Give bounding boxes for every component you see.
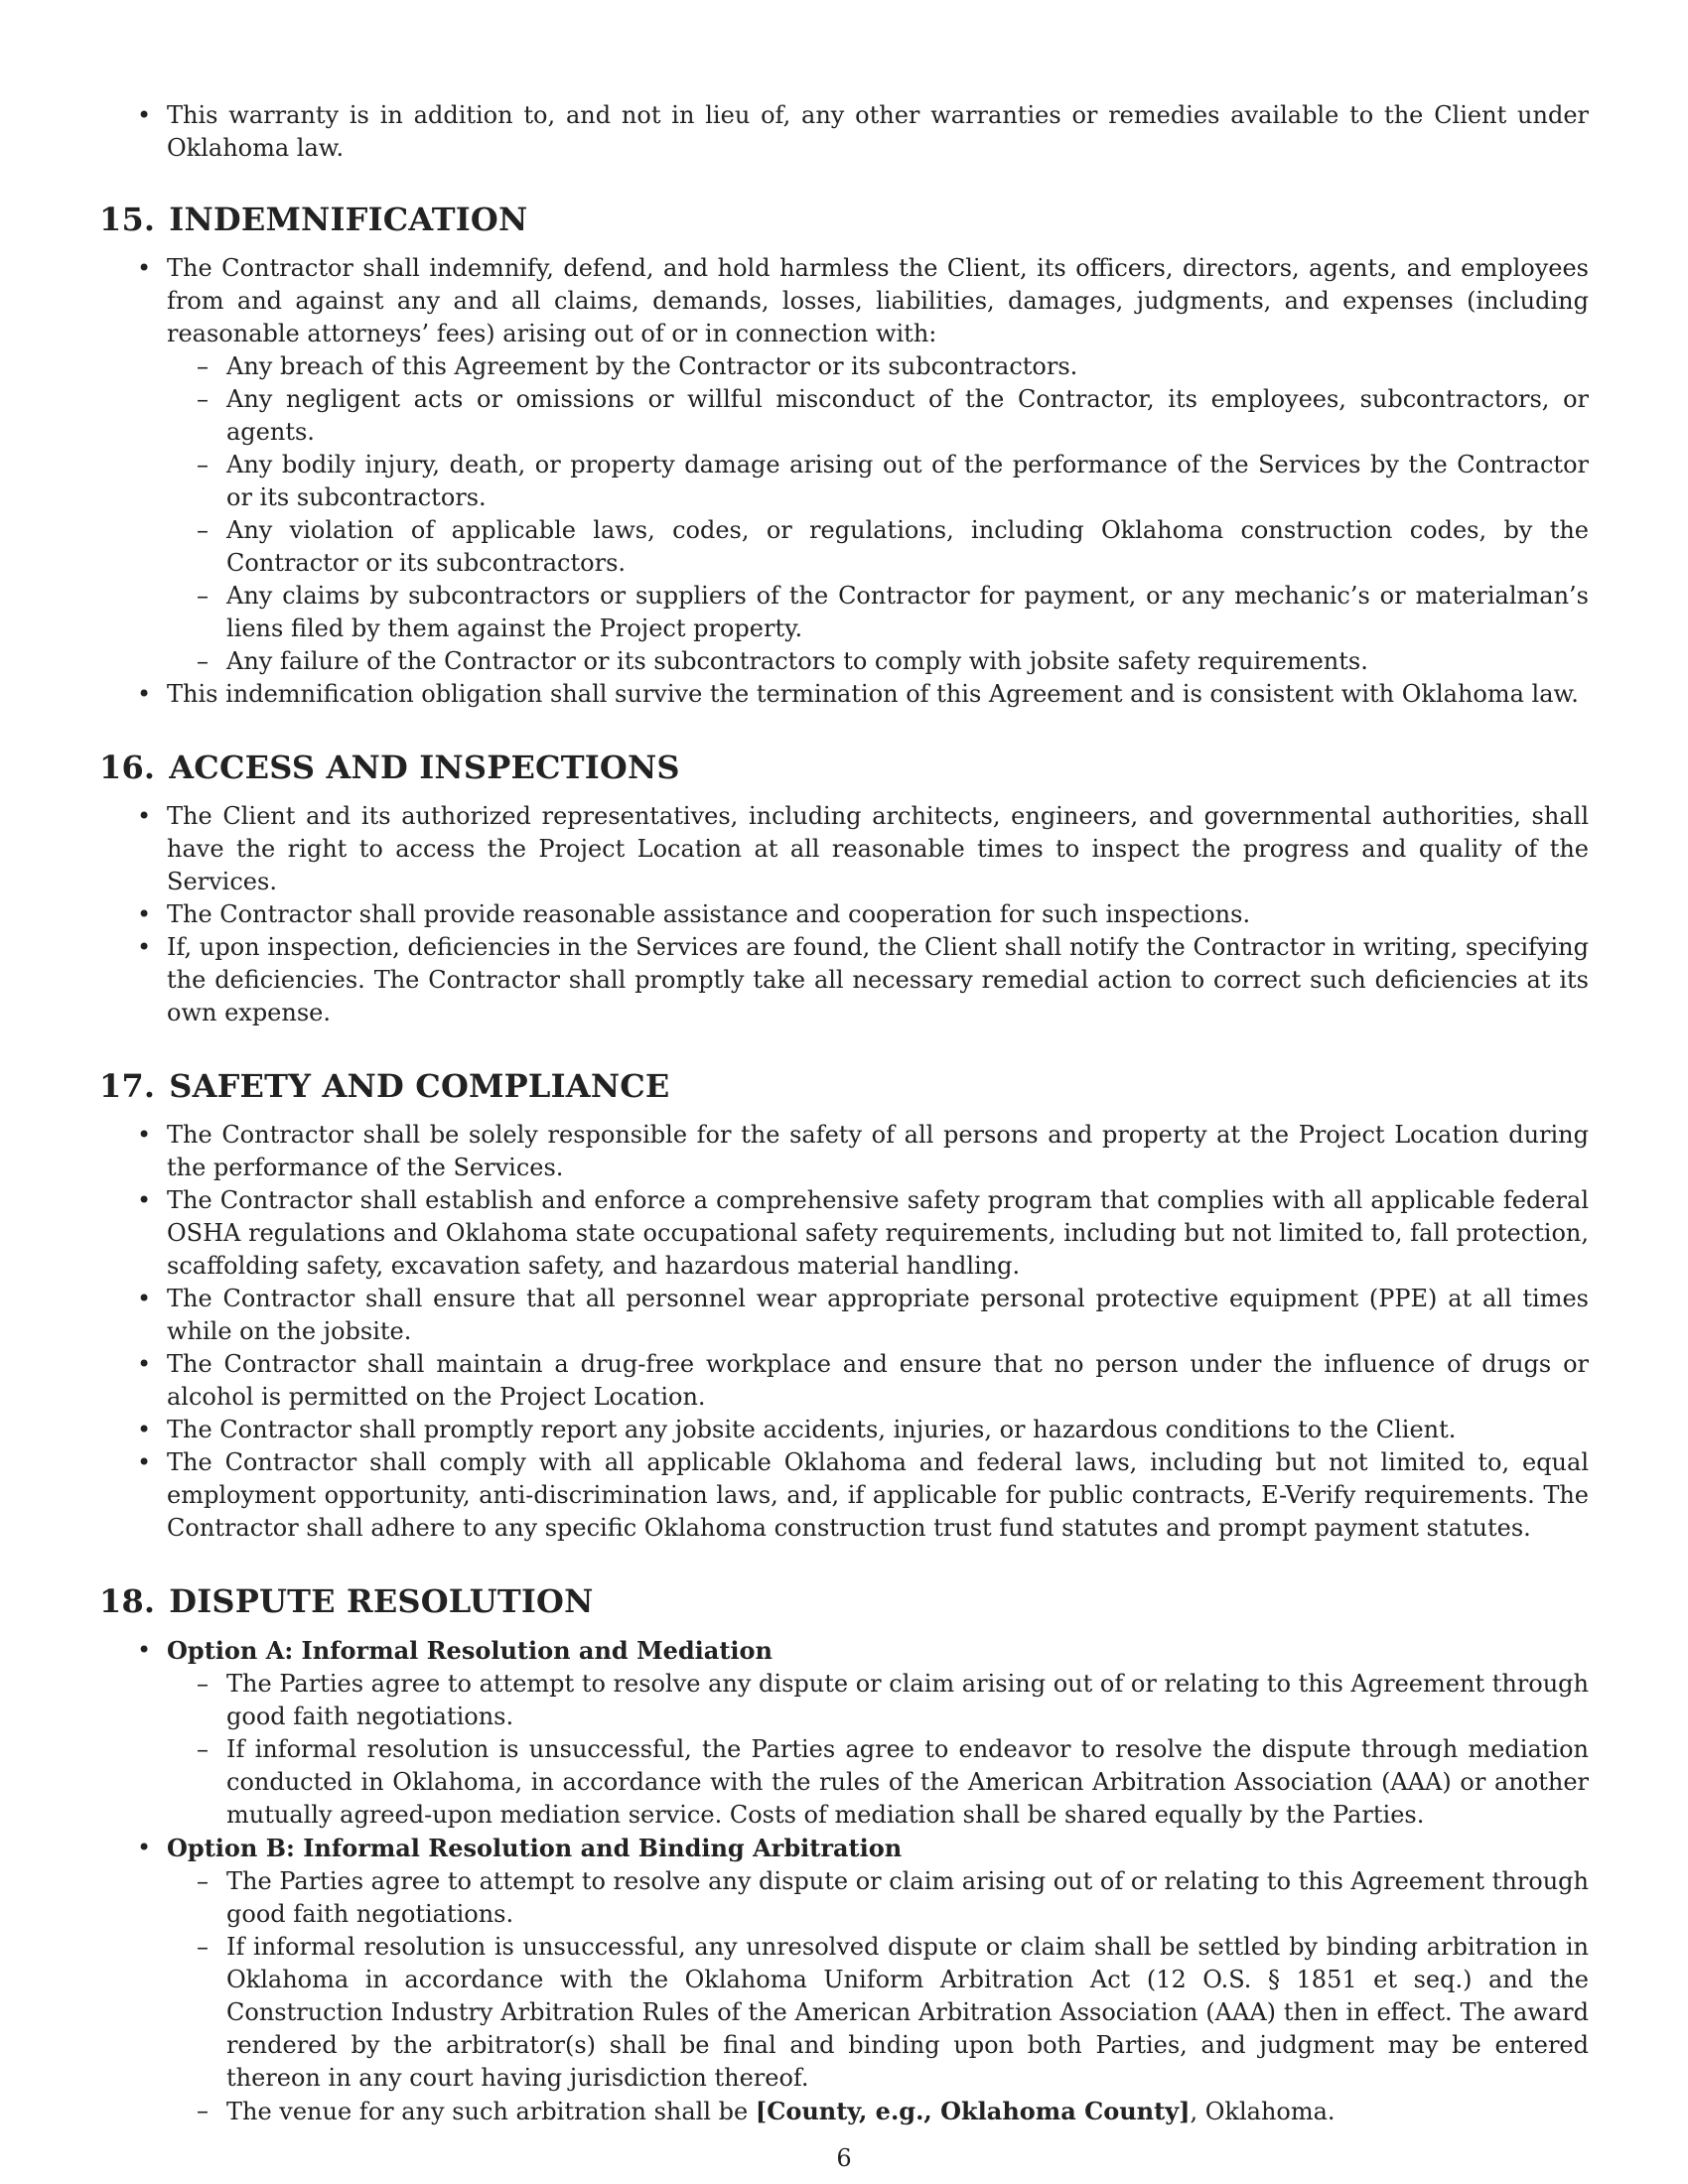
section-number: 15. <box>99 201 156 238</box>
venue-placeholder: [County, e.g., Oklahoma County] <box>755 2097 1191 2125</box>
section-title: DISPUTE RESOLUTION <box>169 1582 594 1620</box>
sub-list-item: – If informal resolution is unsuccessful, the Parties agree to endeavor to resolve the dispute through mediation conducted in Oklahoma, in accordance with the rules of the American Arbitration Association (AAA) or another mutually agreed-upon mediation service. Costs of mediation shall be shared equally by the Parties. <box>167 1733 1589 1832</box>
section-18-heading <box>99 1582 1589 1620</box>
document-page <box>99 99 1589 2128</box>
venue-suffix: , Oklahoma. <box>1190 2098 1336 2125</box>
list-item: • If, upon inspection, deficiencies in the Services are found, the Client shall notify the Contractor in writing, specifying the deficiencies. The Contractor shall promptly take all necessary remedial action to correct such deficiencies at its own expense. <box>99 931 1589 1029</box>
sub-list-item: – Any bodily injury, death, or property damage arising out of the performance of the Services by the Contractor or its subcontractors. <box>167 449 1589 514</box>
option-b-sublist <box>167 1865 1589 2128</box>
warranty-continuation-list <box>99 99 1589 165</box>
sub-list-item: – Any negligent acts or omissions or willful misconduct of the Contractor, its employees, subcontractors, or agents. <box>167 383 1589 449</box>
section-number: 17. <box>99 1067 156 1105</box>
section-15-heading <box>99 201 1589 238</box>
list-item: • The Client and its authorized representatives, including architects, engineers, and governmental authorities, shall have the right to access the Project Location at all reasonable times to inspect the progress and quality of the Services. <box>99 800 1589 898</box>
option-b-title: Option B: Informal Resolution and Binding Arbitration <box>167 1834 903 1862</box>
list-item <box>99 1832 1589 2128</box>
page-number: 6 <box>836 2144 852 2172</box>
sub-list-item-venue <box>167 2095 1589 2128</box>
section-title: INDEMNIFICATION <box>169 201 528 238</box>
list-item: • The Contractor shall establish and enforce a comprehensive safety program that complies with all applicable federal OSHA regulations and Oklahoma state occupational safety requirements, including but not limited to, fall protection, scaffolding safety, excavation safety, and hazardous material handling. <box>99 1184 1589 1283</box>
list-item <box>99 252 1589 678</box>
section-18-list <box>99 1634 1589 2128</box>
section-16-list <box>99 800 1589 1029</box>
sub-list-item: – If informal resolution is unsuccessful, any unresolved dispute or claim shall be settled by binding arbitration in Oklahoma in accordance with the Oklahoma Uniform Arbitration Act (12 O.S. § 1851 et seq.) and the Construction Industry Arbitration Rules of the American Arbitration Association (AAA) then in effect. The award rendered by the arbitrator(s) shall be final and binding upon both Parties, and judgment may be entered thereon in any court having jurisdiction thereof. <box>167 1931 1589 2095</box>
list-item: • This warranty is in addition to, and not in lieu of, any other warranties or remedies available to the Client under Oklahoma law. <box>99 99 1589 165</box>
list-item: • The Contractor shall be solely responsible for the safety of all persons and property at the Project Location during the performance of the Services. <box>99 1119 1589 1184</box>
section-17-heading <box>99 1067 1589 1105</box>
indemnification-sublist <box>167 350 1589 678</box>
section-16-heading <box>99 749 1589 786</box>
sub-list-item: – Any failure of the Contractor or its subcontractors to comply with jobsite safety requirements. <box>167 645 1589 678</box>
list-item: • The Contractor shall ensure that all personnel wear appropriate personal protective equipment (PPE) at all times while on the jobsite. <box>99 1283 1589 1348</box>
sub-list-item: – Any claims by subcontractors or suppliers of the Contractor for payment, or any mechanic’s or materialman’s liens filed by them against the Project property. <box>167 580 1589 645</box>
list-item-text: The Contractor shall indemnify, defend, and hold harmless the Client, its officers, directors, agents, and employees from and against any and all claims, demands, losses, liabilities, damages, judgments, and expenses (including reasonable attorneys’ fees) arising out of or in connection with: <box>167 254 1589 347</box>
option-a-sublist <box>167 1668 1589 1832</box>
list-item: • The Contractor shall promptly report any jobsite accidents, injuries, or hazardous conditions to the Client. <box>99 1414 1589 1446</box>
section-15-list <box>99 252 1589 711</box>
section-number: 16. <box>99 749 156 786</box>
venue-prefix: The venue for any such arbitration shall be <box>226 2098 756 2125</box>
section-number: 18. <box>99 1582 156 1620</box>
option-a-title: Option A: Informal Resolution and Mediation <box>167 1636 774 1665</box>
section-title: ACCESS AND INSPECTIONS <box>169 749 680 786</box>
list-item: • The Contractor shall comply with all applicable Oklahoma and federal laws, including but not limited to, equal employment opportunity, anti-discrimination laws, and, if applicable for public contracts, E-Verify requirements. The Contractor shall adhere to any specific Oklahoma construction trust fund statutes and prompt payment statutes. <box>99 1446 1589 1545</box>
sub-list-item: – Any violation of applicable laws, codes, or regulations, including Oklahoma construction codes, by the Contractor or its subcontractors. <box>167 514 1589 580</box>
sub-list-item: – The Parties agree to attempt to resolve any dispute or claim arising out of or relating to this Agreement through good faith negotiations. <box>167 1668 1589 1733</box>
list-item <box>99 1634 1589 1832</box>
sub-list-item: – Any breach of this Agreement by the Contractor or its subcontractors. <box>167 350 1589 383</box>
sub-list-item: – The Parties agree to attempt to resolve any dispute or claim arising out of or relating to this Agreement through good faith negotiations. <box>167 1865 1589 1931</box>
list-item: • This indemnification obligation shall survive the termination of this Agreement and is consistent with Oklahoma law. <box>99 678 1589 711</box>
list-item: • The Contractor shall maintain a drug-free workplace and ensure that no person under the influence of drugs or alcohol is permitted on the Project Location. <box>99 1348 1589 1414</box>
section-title: SAFETY AND COMPLIANCE <box>169 1067 670 1105</box>
list-item: • The Contractor shall provide reasonable assistance and cooperation for such inspections. <box>99 898 1589 931</box>
section-17-list <box>99 1119 1589 1545</box>
